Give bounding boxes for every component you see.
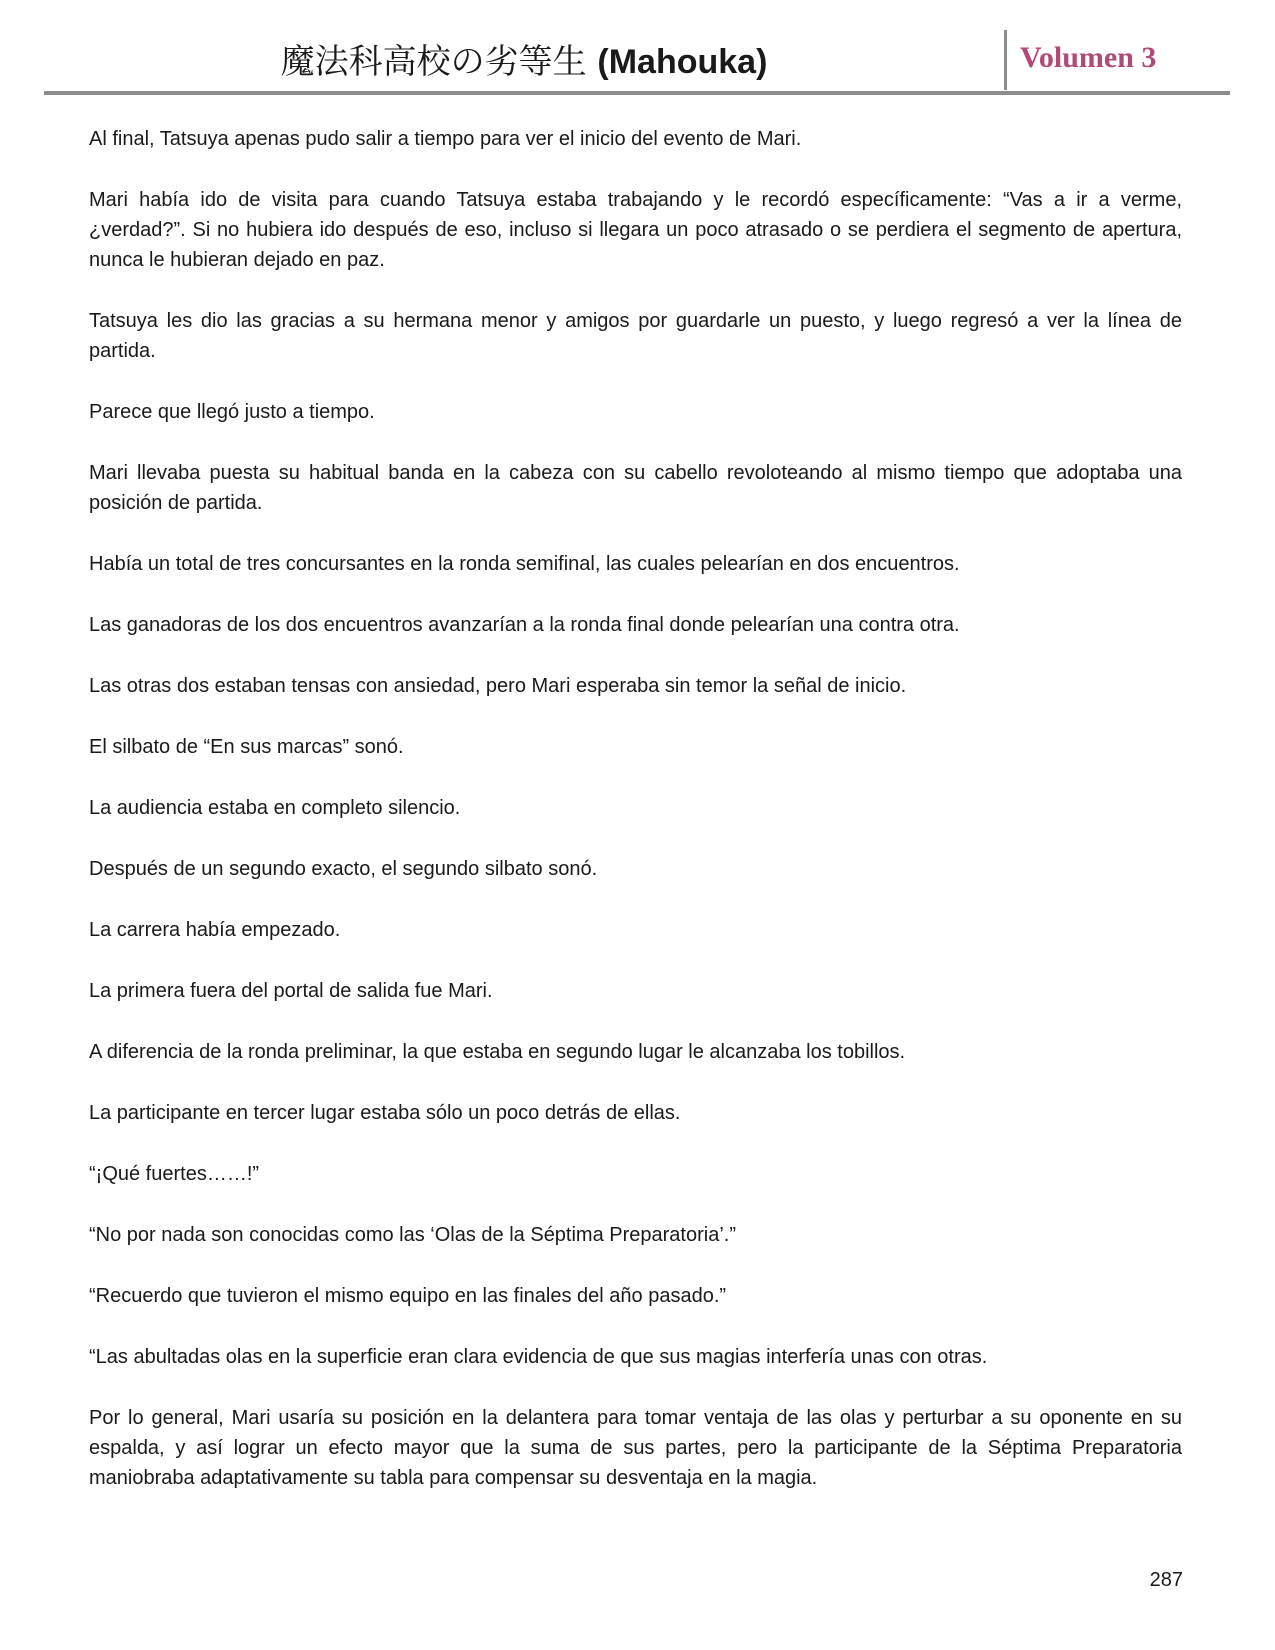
paragraph: Después de un segundo exacto, el segundo silbato sonó. [89, 858, 598, 880]
paragraph: La primera fuera del portal de salida fue Mari. [89, 980, 493, 1002]
paragraph: “Recuerdo que tuvieron el mismo equipo en las finales del año pasado.” [89, 1285, 727, 1307]
paragraph: El silbato de “En sus marcas” sonó. [89, 736, 404, 758]
paragraph: La participante en tercer lugar estaba sólo un poco detrás de ellas. [89, 1102, 681, 1124]
paragraph: La audiencia estaba en completo silencio. [89, 797, 461, 819]
body-text [89, 124, 1182, 1524]
paragraph: Mari llevaba puesta su habitual banda en la cabeza con su cabello revoloteando al mismo tiempo que adoptaba una posición de partida. [89, 462, 1182, 514]
page-header [44, 28, 1230, 94]
volume-label: Volumen 3 [1020, 41, 1157, 74]
book-title-japanese: 魔法科高校の劣等生 [280, 42, 587, 82]
header-rule [44, 91, 1230, 95]
paragraph: La carrera había empezado. [89, 919, 341, 941]
page-number: 287 [1149, 1569, 1183, 1591]
book-title-latin: (Mahouka) [597, 43, 768, 81]
header-vertical-divider [1004, 30, 1007, 90]
paragraph: Al final, Tatsuya apenas pudo salir a tiempo para ver el inicio del evento de Mari. [89, 128, 802, 150]
book-title [44, 40, 1004, 84]
paragraph: Las otras dos estaban tensas con ansiedad, pero Mari esperaba sin temor la señal de inicio. [89, 675, 907, 697]
paragraph: “Las abultadas olas en la superficie eran clara evidencia de que sus magias interfería unas con otras. [89, 1346, 988, 1368]
paragraph: Mari había ido de visita para cuando Tatsuya estaba trabajando y le recordó específicamente: “Vas a ir a verme, ¿verdad?”. Si no hubiera ido después de eso, incluso si llegara un poco atrasado o se perdiera el segmento de apertura, nunca le hubieran dejado en paz. [89, 189, 1182, 271]
paragraph: Las ganadoras de los dos encuentros avanzarían a la ronda final donde pelearían una contra otra. [89, 614, 960, 636]
paragraph: Parece que llegó justo a tiempo. [89, 401, 375, 423]
paragraph: A diferencia de la ronda preliminar, la que estaba en segundo lugar le alcanzaba los tobillos. [89, 1041, 906, 1063]
paragraph: “No por nada son conocidas como las ‘Olas de la Séptima Preparatoria’.” [89, 1224, 736, 1246]
paragraph: Había un total de tres concursantes en la ronda semifinal, las cuales pelearían en dos encuentros. [89, 553, 960, 575]
paragraph: Por lo general, Mari usaría su posición en la delantera para tomar ventaja de las olas y perturbar a su oponente en su espalda, y así lograr un efecto mayor que la suma de sus partes, pero la participante de la Séptima Preparatoria maniobraba adaptativamente su tabla para compensar su desventaja en la magia. [89, 1407, 1182, 1489]
paragraph: “¡Qué fuertes……!” [89, 1163, 260, 1185]
paragraph: Tatsuya les dio las gracias a su hermana menor y amigos por guardarle un puesto, y luego regresó a ver la línea de partida. [89, 310, 1182, 362]
